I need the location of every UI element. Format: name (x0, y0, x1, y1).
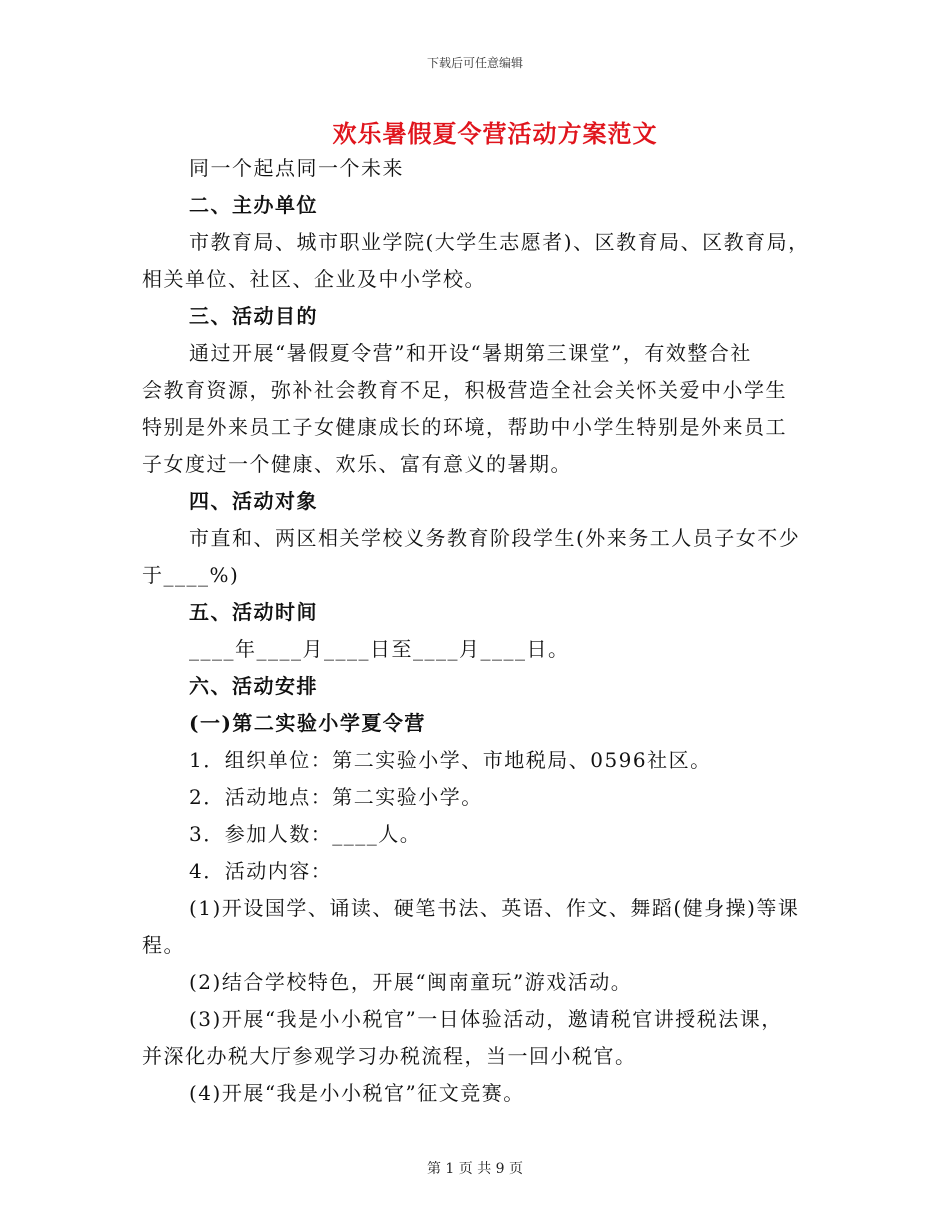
document-body (142, 150, 808, 1112)
paragraph-line: 3．参加人数：____人。 (189, 822, 422, 846)
paragraph-line: 于____%) (142, 563, 240, 587)
paragraph-line: 相关单位、社区、企业及中小学校。 (142, 267, 486, 291)
paragraph-line: 程。 (142, 933, 185, 957)
section-heading: 二、主办单位 (189, 193, 318, 217)
paragraph-line: (4)开展“我是小小税官”征文竞赛。 (189, 1081, 525, 1105)
paragraph-line: 1．组织单位：第二实验小学、市地税局、0596社区。 (189, 748, 712, 772)
paragraph-line: 市教育局、城市职业学院(大学生志愿者)、区教育局、区教育局， (189, 230, 810, 254)
paragraph-line: (1)开设国学、诵读、硬笔书法、英语、作文、舞蹈(健身操)等课 (189, 896, 800, 920)
section-heading: 五、活动时间 (189, 600, 318, 624)
document-title: 欢乐暑假夏令营活动方案范文 (332, 119, 658, 148)
page-footer: 第 1 页 共 9 页 (426, 1161, 524, 1177)
page-header: 下载后可任意编辑 (426, 56, 523, 70)
paragraph-line: 会教育资源，弥补社会教育不足，积极营造全社会关怀关爱中小学生 (142, 378, 787, 402)
paragraph-line: 2．活动地点：第二实验小学。 (189, 785, 483, 809)
paragraph-line: 市直和、两区相关学校义务教育阶段学生(外来务工人员子女不少 (189, 526, 801, 550)
paragraph-line: 4．活动内容： (189, 859, 333, 883)
paragraph-line: 子女度过一个健康、欢乐、富有意义的暑期。 (142, 452, 572, 476)
section-heading: 三、活动目的 (189, 304, 318, 328)
section-heading: 四、活动对象 (189, 489, 318, 513)
paragraph-line: (2)结合学校特色，开展“闽南童玩”游戏活动。 (189, 970, 633, 994)
section-heading: (一)第二实验小学夏令营 (189, 711, 426, 735)
paragraph-line: 同一个起点同一个未来 (189, 156, 404, 180)
paragraph-line: 并深化办税大厅参观学习办税流程，当一回小税官。 (142, 1044, 637, 1068)
paragraph-line: (3)开展“我是小小税官”一日体验活动，邀请税官讲授税法课， (189, 1007, 783, 1031)
section-heading: 六、活动安排 (189, 674, 318, 698)
paragraph-line: 特别是外来员工子女健康成长的环境，帮助中小学生特别是外来员工 (142, 415, 787, 439)
paragraph-line: 通过开展“暑假夏令营”和开设“暑期第三课堂”，有效整合社 (189, 341, 752, 365)
paragraph-line: ____年____月____日至____月____日。 (189, 637, 570, 661)
